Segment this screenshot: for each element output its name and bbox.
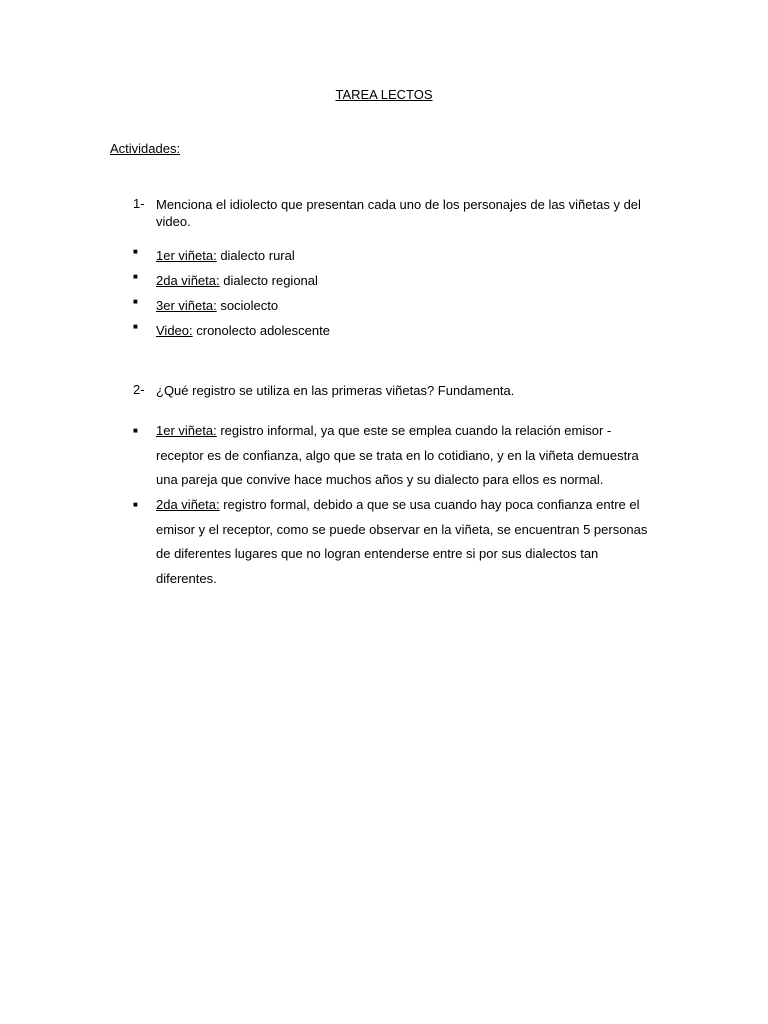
item-label: Video:: [156, 323, 193, 338]
item-label: 3er viñeta:: [156, 298, 217, 313]
list-item: [156, 273, 651, 288]
bullet-icon: ■: [133, 272, 138, 281]
item-label: 1er viñeta:: [156, 248, 217, 263]
list-item: [156, 248, 651, 263]
list-item: [156, 419, 651, 493]
list-item: [156, 298, 651, 313]
list-item: [156, 493, 651, 591]
item-label: 2da viñeta:: [156, 273, 220, 288]
section-label: Actividades:: [110, 141, 181, 156]
item-text: dialecto regional: [219, 273, 318, 288]
item-text: registro informal, ya que este se emplea cuando la relación emisor - receptor es de confianza, algo que se trata en lo cotidiano, y en la viñeta demuestra una pareja que convive hace muchos años y su dialecto para ellos es normal.: [156, 423, 639, 487]
item-text: registro formal, debido a que se usa cuando hay poca confianza entre el emisor y el receptor, como se puede observar en la viñeta, se encuentran 5 personas de diferentes lugares que no logran entenderse entre si por sus dialectos tan diferentes.: [156, 497, 648, 586]
bullet-icon: ■: [133, 322, 138, 331]
question-number: 1-: [133, 196, 145, 211]
item-label: 2da viñeta:: [156, 497, 220, 512]
item-text: cronolecto adolescente: [192, 323, 330, 338]
question-text: Menciona el idiolecto que presentan cada uno de los personajes de las viñetas y del video.: [156, 197, 641, 229]
item-label: 1er viñeta:: [156, 423, 217, 438]
bullet-icon: ■: [133, 297, 138, 306]
item-text: dialecto rural: [216, 248, 295, 263]
bullet-icon: ■: [133, 500, 138, 509]
bullet-icon: ■: [133, 247, 138, 256]
list-item: [156, 323, 651, 338]
item-text: sociolecto: [216, 298, 279, 313]
document-title: TAREA LECTOS: [335, 87, 433, 102]
question-text: ¿Qué registro se utiliza en las primeras viñetas? Fundamenta.: [156, 383, 515, 398]
question-number: 2-: [133, 382, 145, 397]
bullet-icon: ■: [133, 426, 138, 435]
